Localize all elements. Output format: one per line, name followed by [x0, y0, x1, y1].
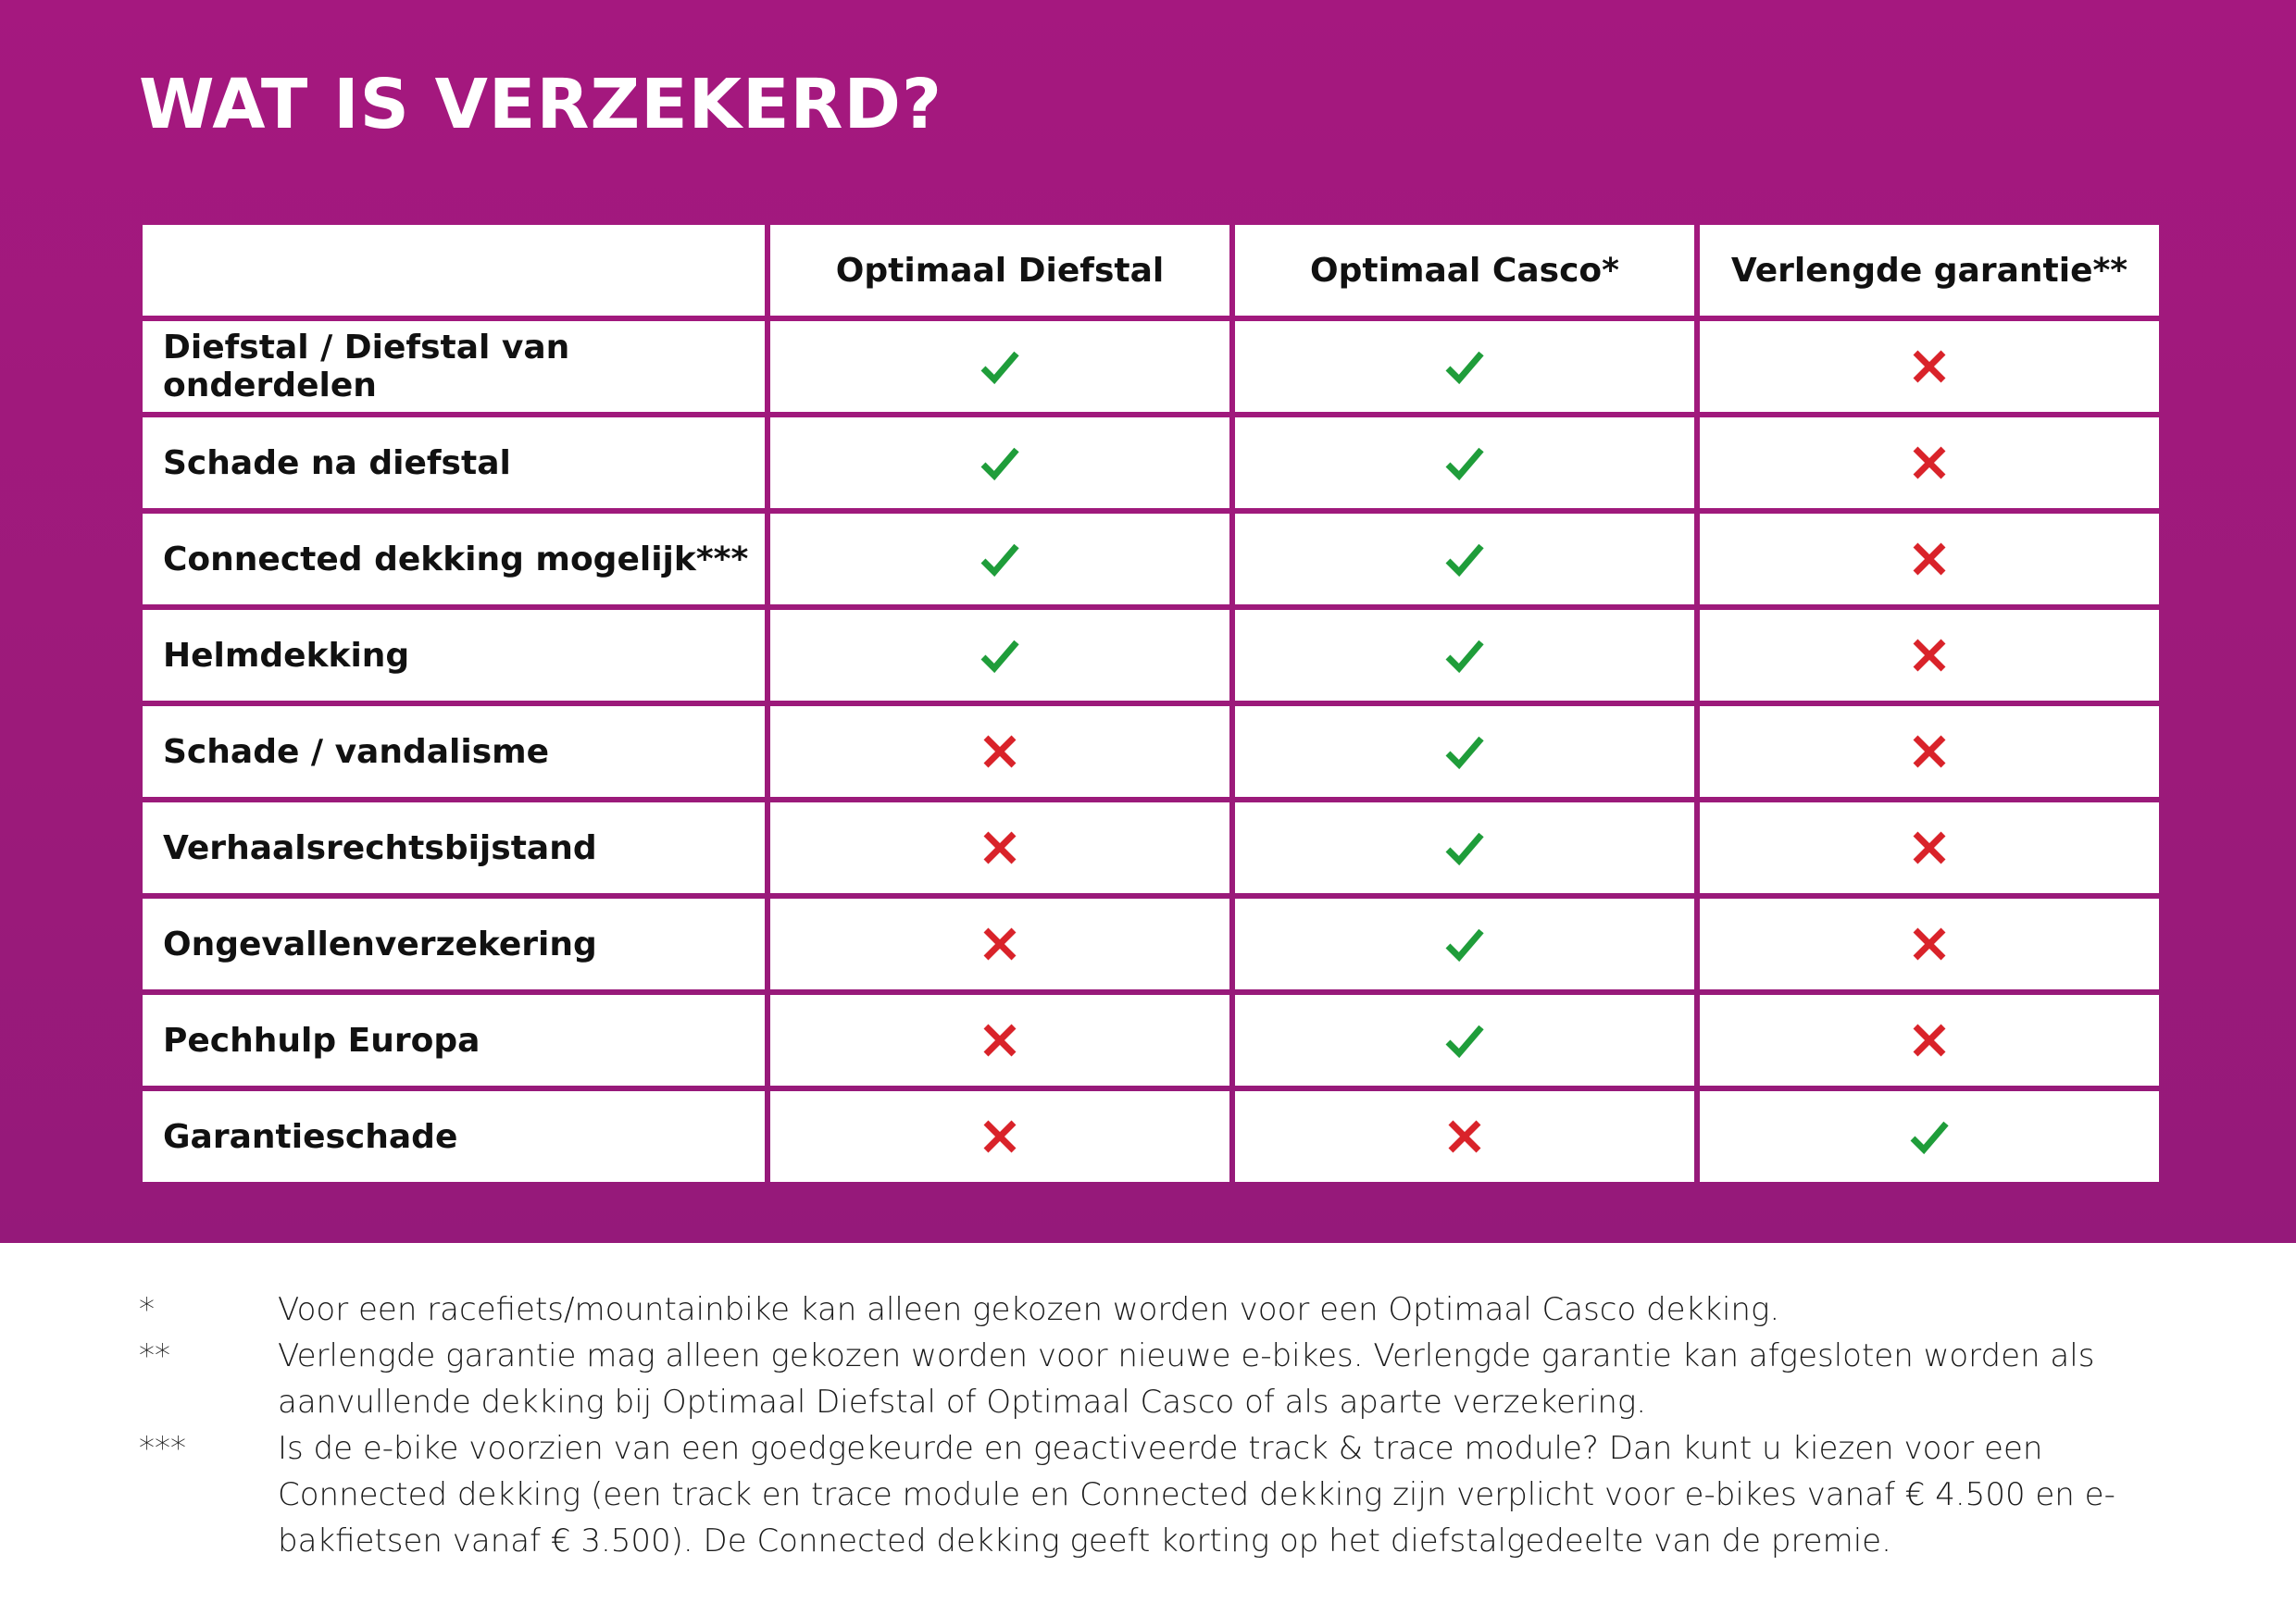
column-header-verlengde-garantie: Verlengde garantie**: [1700, 225, 2159, 316]
coverage-cell: [1700, 514, 2159, 604]
table-row: [143, 417, 2159, 508]
coverage-cell: [770, 899, 1229, 989]
coverage-cell: [770, 417, 1229, 508]
cross-icon: [1911, 646, 1948, 664]
footnote-text: Verlengde garantie mag alleen gekozen worden voor nieuwe e-bikes. Verlengde garantie kan afgesloten worden als aanvullende dekking bij Optimaal Diefstal of Optimaal Casco of als aparte verzekering.: [278, 1337, 2095, 1421]
footnotes: [139, 1286, 2203, 1564]
table-row: [143, 514, 2159, 604]
cross-icon: [1911, 1031, 1948, 1049]
footnote: [139, 1333, 2203, 1425]
table-row: [143, 610, 2159, 701]
checkmark-icon: [980, 550, 1020, 567]
coverage-cell: [1700, 321, 2159, 412]
coverage-cell: [1235, 802, 1694, 893]
footnote-marker: ***: [139, 1430, 186, 1467]
table-row: [143, 995, 2159, 1086]
row-label: Pechhulp Europa: [143, 995, 765, 1086]
row-label: Ongevallenverzekering: [143, 899, 765, 989]
coverage-cell: [1235, 1091, 1694, 1182]
coverage-cell: [1235, 417, 1694, 508]
coverage-cell: [770, 1091, 1229, 1182]
coverage-cell: [1235, 321, 1694, 412]
coverage-cell: [1700, 610, 2159, 701]
coverage-cell: [1235, 995, 1694, 1086]
cross-icon: [981, 839, 1018, 856]
coverage-cell: [1700, 899, 2159, 989]
cross-icon: [1911, 357, 1948, 375]
checkmark-icon: [1909, 1127, 1950, 1145]
cross-icon: [981, 1031, 1018, 1049]
row-label: Verhaalsrechtsbijstand: [143, 802, 765, 893]
coverage-cell: [770, 706, 1229, 797]
footnote: [139, 1286, 2203, 1333]
coverage-cell: [770, 514, 1229, 604]
coverage-cell: [770, 610, 1229, 701]
cross-icon: [1446, 1127, 1483, 1145]
checkmark-icon: [1444, 1031, 1485, 1049]
coverage-cell: [770, 321, 1229, 412]
cross-icon: [1911, 839, 1948, 856]
footnote-marker: *: [139, 1291, 155, 1328]
cross-icon: [981, 1127, 1018, 1145]
footnote-text: Is de e-bike voorzien van een goedgekeurde en geactiveerde track & trace module? Dan kunt u kiezen voor een Connected dekking (een track en trace module en Connected dekking zijn verplicht voor e-bikes vanaf € 4.500 en e-bakfietsen vanaf € 3.500). De Connected dekking geeft korting op het diefstalgedeelte van de premie.: [278, 1430, 2115, 1560]
checkmark-icon: [980, 357, 1020, 375]
coverage-cell: [1700, 706, 2159, 797]
table-header-row: [143, 225, 2159, 316]
column-header-optimaal-casco: Optimaal Casco*: [1235, 225, 1694, 316]
coverage-cell: [1700, 802, 2159, 893]
checkmark-icon: [1444, 935, 1485, 952]
coverage-cell: [1235, 899, 1694, 989]
cross-icon: [1911, 550, 1948, 567]
footnote-marker: **: [139, 1337, 170, 1374]
cross-icon: [981, 935, 1018, 952]
page-title: WAT IS VERZEKERD?: [139, 65, 942, 144]
checkmark-icon: [980, 454, 1020, 471]
footnote-text: Voor een racefiets/mountainbike kan alleen gekozen worden voor een Optimaal Casco dekking.: [278, 1291, 1780, 1328]
coverage-cell: [1235, 610, 1694, 701]
checkmark-icon: [1444, 454, 1485, 471]
checkmark-icon: [1444, 550, 1485, 567]
table-row: [143, 1091, 2159, 1182]
column-header-optimaal-diefstal: Optimaal Diefstal: [770, 225, 1229, 316]
row-label: Schade / vandalisme: [143, 706, 765, 797]
table-row: [143, 802, 2159, 893]
coverage-cell: [1235, 706, 1694, 797]
checkmark-icon: [1444, 357, 1485, 375]
row-label: Connected dekking mogelijk***: [143, 514, 765, 604]
cross-icon: [1911, 454, 1948, 471]
coverage-cell: [1700, 995, 2159, 1086]
cross-icon: [1911, 935, 1948, 952]
cross-icon: [981, 742, 1018, 760]
cross-icon: [1911, 742, 1948, 760]
table-row: [143, 321, 2159, 412]
checkmark-icon: [1444, 742, 1485, 760]
checkmark-icon: [1444, 646, 1485, 664]
table-row: [143, 706, 2159, 797]
row-label: Schade na diefstal: [143, 417, 765, 508]
row-label: Garantieschade: [143, 1091, 765, 1182]
table-row: [143, 899, 2159, 989]
footnote: [139, 1425, 2203, 1564]
coverage-cell: [1235, 514, 1694, 604]
coverage-table: [137, 219, 2165, 1187]
checkmark-icon: [980, 646, 1020, 664]
row-label: Helmdekking: [143, 610, 765, 701]
coverage-cell: [1700, 1091, 2159, 1182]
coverage-cell: [1700, 417, 2159, 508]
coverage-cell: [770, 995, 1229, 1086]
checkmark-icon: [1444, 839, 1485, 856]
coverage-cell: [770, 802, 1229, 893]
corner-cell: [143, 225, 765, 316]
row-label: Diefstal / Diefstal van onderdelen: [143, 321, 765, 412]
